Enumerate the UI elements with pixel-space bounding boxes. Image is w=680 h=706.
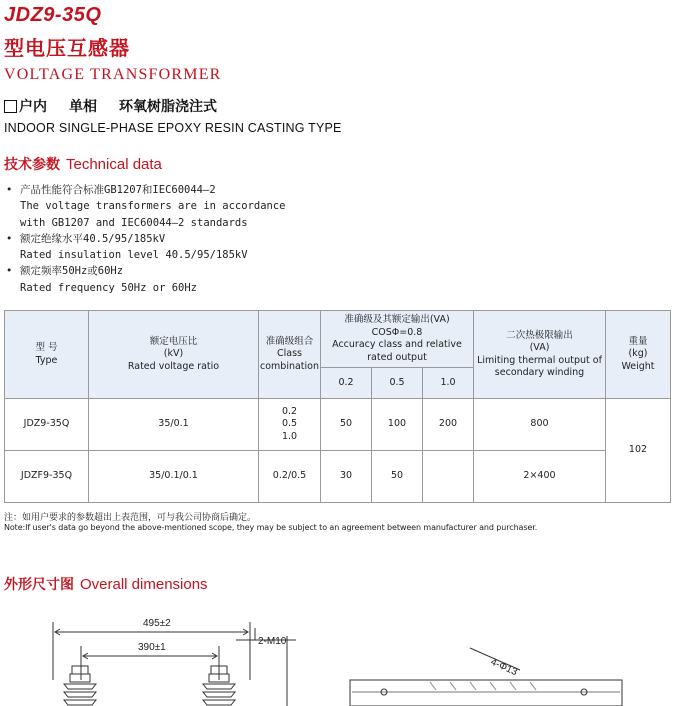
type-epoxy: 环氧树脂浇注式 (119, 99, 217, 115)
type-indoor: 户内 (19, 99, 47, 115)
technical-heading-en: Technical data (66, 156, 162, 173)
table-header-row (5, 311, 671, 368)
header-type: 型 号 Type (5, 311, 89, 399)
dimensions-heading-cn: 外形尺寸图 (4, 577, 74, 593)
cell-type: JDZ9-35Q (5, 399, 89, 451)
subheader-0-5: 0.5 (372, 368, 423, 399)
dim-label-495: 495±2 (143, 618, 171, 629)
cell-ratio: 35/0.1/0.1 (89, 451, 259, 503)
header-weight: 重量 (kg) Weight (606, 311, 671, 399)
cell-type: JDZF9-35Q (5, 451, 89, 503)
cell-output-1-0 (423, 451, 474, 503)
spec-line: with GB1207 and IEC60044—2 standards (20, 216, 248, 229)
spec-line: • 额定绝缘水平40.5/95/185kV (6, 231, 286, 247)
spec-line: The voltage transformers are in accordance (20, 200, 286, 213)
cell-thermal: 800 (474, 399, 606, 451)
subheader-0-2: 0.2 (321, 368, 372, 399)
cell-output-0-2: 50 (321, 399, 372, 451)
spec-table (4, 310, 671, 503)
cell-thermal: 2×400 (474, 451, 606, 503)
spec-line: • 额定频率50Hz或60Hz (6, 263, 286, 279)
type-line-en: INDOOR SINGLE-PHASE EPOXY RESIN CASTING TYPE (4, 121, 342, 135)
dimension-drawing (0, 600, 680, 706)
cell-output-0-5: 100 (372, 399, 423, 451)
technical-heading-cn: 技术参数 (4, 157, 60, 173)
spec-line: • 产品性能符合标准GB1207和IEC60044—2 (6, 182, 286, 198)
header-ratio: 额定电压比 (kV) Rated voltage ratio (89, 311, 259, 399)
technical-list (6, 182, 286, 296)
cell-output-1-0: 200 (423, 399, 474, 451)
header-class: 准确级组合 Class combination (259, 311, 321, 399)
cell-output-0-5: 50 (372, 451, 423, 503)
type-line-cn (4, 96, 239, 116)
spec-line: Rated frequency 50Hz or 60Hz (20, 281, 198, 294)
cell-weight: 102 (606, 399, 671, 503)
dimensions-heading (4, 574, 208, 594)
page-title-cn: 型电压互感器 (4, 36, 130, 60)
page-title-en: VOLTAGE TRANSFORMER (4, 66, 222, 83)
cell-class: 0.2/0.5 (259, 451, 321, 503)
header-thermal: 二次热极限输出 (VA) Limiting thermal output of secondary winding (474, 311, 606, 399)
dim-label-390: 390±1 (138, 642, 166, 653)
dim-label-holes: 4-Φ13 (488, 656, 519, 679)
technical-heading (4, 154, 162, 174)
note-en: Note:If user's data go beyond the above-mentioned scope, they may be subject to an agreement between manufacturer and purchaser. (4, 523, 538, 532)
table-row (5, 399, 671, 451)
table-row (5, 451, 671, 503)
cell-class: 0.2 0.5 1.0 (259, 399, 321, 451)
header-accuracy: 准确级及其额定输出(VA) COSΦ=0.8 Accuracy class and relative rated output (321, 311, 474, 368)
type-single-phase: 单相 (69, 99, 97, 115)
dim-label-m10: 2-M10 (258, 636, 287, 647)
model-number: JDZ9-35Q (4, 4, 102, 26)
dimensions-heading-en: Overall dimensions (80, 576, 208, 593)
subheader-1-0: 1.0 (423, 368, 474, 399)
cell-ratio: 35/0.1 (89, 399, 259, 451)
note-cn: 注：如用户要求的参数超出上表范围，可与我公司协商后确定。 (4, 513, 257, 523)
spec-line: Rated insulation level 40.5/95/185kV (20, 249, 248, 262)
checkbox-square-icon (4, 100, 17, 113)
cell-output-0-2: 30 (321, 451, 372, 503)
